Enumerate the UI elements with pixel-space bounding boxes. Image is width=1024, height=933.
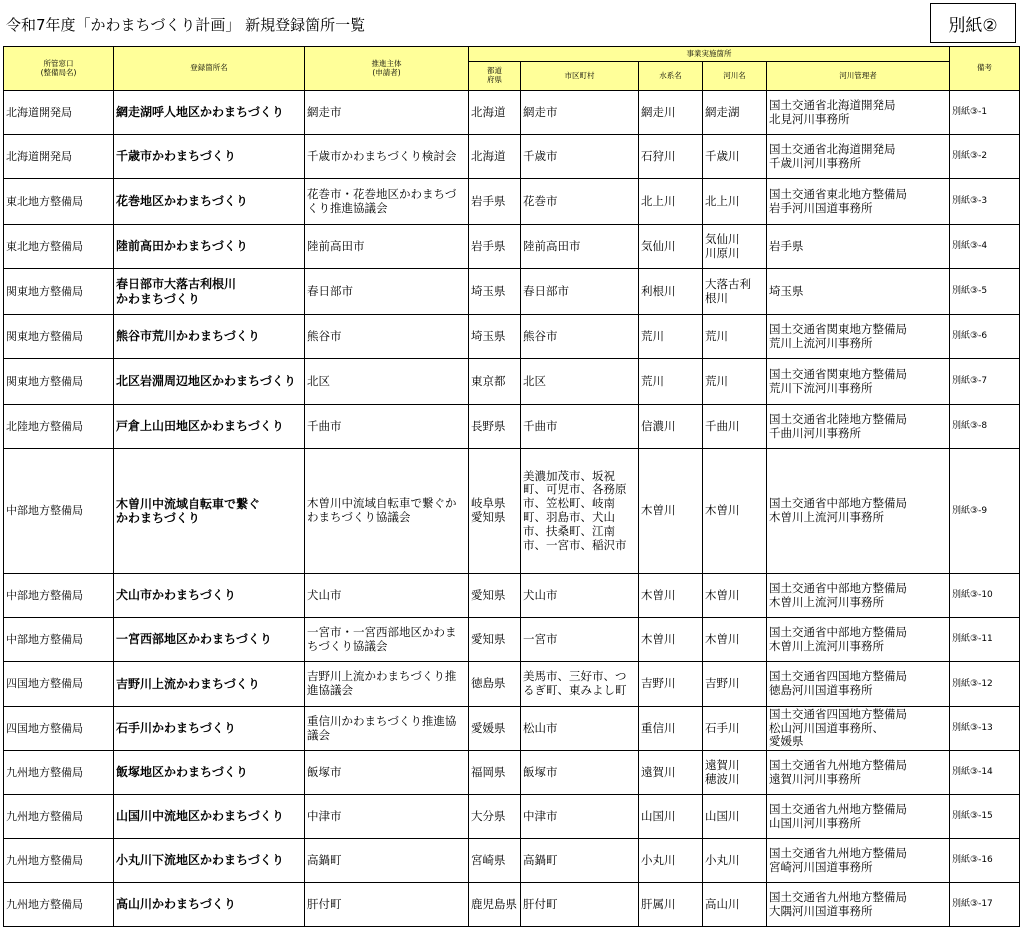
table-row — [4, 662, 1020, 707]
table-row — [4, 269, 1020, 315]
cell-office: 九州地方整備局 — [4, 839, 114, 883]
cell-municipality: 肝付町 — [521, 883, 639, 927]
cell-office: 四国地方整備局 — [4, 707, 114, 751]
cell-manager: 国土交通省中部地方整備局 木曽川上流河川事務所 — [767, 574, 950, 618]
cell-office: 関東地方整備局 — [4, 315, 114, 359]
cell-office: 東北地方整備局 — [4, 179, 114, 225]
cell-prefecture: 愛知県 — [469, 574, 521, 618]
table-row — [4, 751, 1020, 795]
header-project-area: 事業実施箇所 — [469, 47, 950, 62]
cell-manager: 国土交通省関東地方整備局 荒川上流河川事務所 — [767, 315, 950, 359]
header-water-system: 水系名 — [639, 62, 703, 91]
header-river: 河川名 — [703, 62, 767, 91]
cell-name: 山国川中流地区かわまちづくり — [114, 795, 305, 839]
cell-name: 木曽川中流域自転車で繋ぐ かわまちづくり — [114, 449, 305, 574]
cell-river: 石手川 — [703, 707, 767, 751]
cell-river: 千曲川 — [703, 405, 767, 449]
cell-name: 小丸川下流地区かわまちづくり — [114, 839, 305, 883]
cell-water-system: 石狩川 — [639, 135, 703, 179]
cell-water-system: 肝属川 — [639, 883, 703, 927]
cell-municipality: 犬山市 — [521, 574, 639, 618]
cell-water-system: 北上川 — [639, 179, 703, 225]
cell-applicant: 肝付町 — [305, 883, 469, 927]
cell-applicant: 飯塚市 — [305, 751, 469, 795]
cell-prefecture: 北海道 — [469, 135, 521, 179]
cell-river: 気仙川 川原川 — [703, 225, 767, 269]
cell-manager: 国土交通省中部地方整備局 木曽川上流河川事務所 — [767, 618, 950, 662]
cell-river: 網走湖 — [703, 91, 767, 135]
cell-prefecture: 東京都 — [469, 359, 521, 405]
cell-office: 中部地方整備局 — [4, 574, 114, 618]
cell-prefecture: 愛知県 — [469, 618, 521, 662]
cell-prefecture: 愛媛県 — [469, 707, 521, 751]
cell-ref: 別紙③-3 — [950, 179, 1020, 225]
cell-prefecture: 福岡県 — [469, 751, 521, 795]
cell-municipality: 網走市 — [521, 91, 639, 135]
table-row — [4, 839, 1020, 883]
cell-prefecture: 埼玉県 — [469, 315, 521, 359]
cell-office: 北海道開発局 — [4, 91, 114, 135]
cell-manager: 国土交通省九州地方整備局 遠賀川河川事務所 — [767, 751, 950, 795]
cell-water-system: 利根川 — [639, 269, 703, 315]
cell-applicant: 陸前高田市 — [305, 225, 469, 269]
cell-prefecture: 長野県 — [469, 405, 521, 449]
cell-ref: 別紙③-14 — [950, 751, 1020, 795]
cell-office: 中部地方整備局 — [4, 618, 114, 662]
cell-office: 関東地方整備局 — [4, 359, 114, 405]
cell-river: 千歳川 — [703, 135, 767, 179]
cell-river: 山国川 — [703, 795, 767, 839]
header-manager: 河川管理者 — [767, 62, 950, 91]
cell-manager: 国土交通省北海道開発局 北見河川事務所 — [767, 91, 950, 135]
table-row — [4, 315, 1020, 359]
cell-office: 中部地方整備局 — [4, 449, 114, 574]
cell-manager: 国土交通省中部地方整備局 木曽川上流河川事務所 — [767, 449, 950, 574]
cell-municipality: 熊谷市 — [521, 315, 639, 359]
cell-ref: 別紙③-4 — [950, 225, 1020, 269]
cell-ref: 別紙③-2 — [950, 135, 1020, 179]
cell-applicant: 網走市 — [305, 91, 469, 135]
cell-name: 千歳市かわまちづくり — [114, 135, 305, 179]
cell-ref: 別紙③-6 — [950, 315, 1020, 359]
cell-applicant: 高鍋町 — [305, 839, 469, 883]
cell-office: 北海道開発局 — [4, 135, 114, 179]
cell-applicant: 一宮市・一宮西部地区かわまちづくり協議会 — [305, 618, 469, 662]
cell-manager: 国土交通省東北地方整備局 岩手河川国道事務所 — [767, 179, 950, 225]
header-office: 所管窓口 (整備局名) — [4, 47, 114, 91]
header-prefecture: 都道 府県 — [469, 62, 521, 91]
cell-prefecture: 北海道 — [469, 91, 521, 135]
cell-water-system: 遠賀川 — [639, 751, 703, 795]
cell-applicant: 千曲市 — [305, 405, 469, 449]
cell-water-system: 吉野川 — [639, 662, 703, 707]
cell-ref: 別紙③-5 — [950, 269, 1020, 315]
cell-ref: 別紙③-15 — [950, 795, 1020, 839]
cell-ref: 別紙③-10 — [950, 574, 1020, 618]
cell-water-system: 気仙川 — [639, 225, 703, 269]
attachment-label: 別紙② — [930, 3, 1016, 43]
cell-manager: 国土交通省関東地方整備局 荒川下流河川事務所 — [767, 359, 950, 405]
cell-applicant: 中津市 — [305, 795, 469, 839]
cell-water-system: 小丸川 — [639, 839, 703, 883]
cell-manager: 国土交通省北海道開発局 千歳川河川事務所 — [767, 135, 950, 179]
cell-municipality: 花巻市 — [521, 179, 639, 225]
cell-name: 陸前高田かわまちづくり — [114, 225, 305, 269]
table-row — [4, 359, 1020, 405]
cell-applicant: 熊谷市 — [305, 315, 469, 359]
cell-municipality: 千歳市 — [521, 135, 639, 179]
cell-manager: 国土交通省九州地方整備局 大隅河川国道事務所 — [767, 883, 950, 927]
cell-name: 犬山市かわまちづくり — [114, 574, 305, 618]
cell-name: 高山川かわまちづくり — [114, 883, 305, 927]
cell-ref: 別紙③-12 — [950, 662, 1020, 707]
cell-water-system: 木曽川 — [639, 574, 703, 618]
cell-river: 木曽川 — [703, 574, 767, 618]
cell-water-system: 信濃川 — [639, 405, 703, 449]
cell-office: 九州地方整備局 — [4, 795, 114, 839]
cell-municipality: 陸前高田市 — [521, 225, 639, 269]
cell-prefecture: 岐阜県 愛知県 — [469, 449, 521, 574]
cell-manager: 国土交通省北陸地方整備局 千曲川河川事務所 — [767, 405, 950, 449]
cell-applicant: 犬山市 — [305, 574, 469, 618]
cell-water-system: 重信川 — [639, 707, 703, 751]
cell-river: 荒川 — [703, 315, 767, 359]
cell-municipality: 美馬市、三好市、つるぎ町、東みよし町 — [521, 662, 639, 707]
cell-applicant: 木曽川中流域自転車で繋ぐかわまちづくり協議会 — [305, 449, 469, 574]
table-row — [4, 91, 1020, 135]
cell-river: 高山川 — [703, 883, 767, 927]
cell-river: 荒川 — [703, 359, 767, 405]
cell-name: 熊谷市荒川かわまちづくり — [114, 315, 305, 359]
cell-name: 春日部市大落古利根川 かわまちづくり — [114, 269, 305, 315]
cell-office: 九州地方整備局 — [4, 883, 114, 927]
cell-name: 花巻地区かわまちづくり — [114, 179, 305, 225]
table-row — [4, 707, 1020, 751]
cell-office: 四国地方整備局 — [4, 662, 114, 707]
header-municipality: 市区町村 — [521, 62, 639, 91]
cell-name: 飯塚地区かわまちづくり — [114, 751, 305, 795]
cell-river: 木曽川 — [703, 618, 767, 662]
cell-river: 小丸川 — [703, 839, 767, 883]
cell-river: 北上川 — [703, 179, 767, 225]
cell-prefecture: 宮崎県 — [469, 839, 521, 883]
table-row — [4, 405, 1020, 449]
cell-name: 網走湖呼人地区かわまちづくり — [114, 91, 305, 135]
cell-applicant: 春日部市 — [305, 269, 469, 315]
cell-manager: 国土交通省四国地方整備局 松山河川国道事務所、 愛媛県 — [767, 707, 950, 751]
cell-ref: 別紙③-7 — [950, 359, 1020, 405]
cell-office: 関東地方整備局 — [4, 269, 114, 315]
table-body — [4, 91, 1020, 927]
registration-table — [3, 46, 1020, 927]
cell-office: 九州地方整備局 — [4, 751, 114, 795]
cell-water-system: 荒川 — [639, 359, 703, 405]
cell-prefecture: 岩手県 — [469, 179, 521, 225]
cell-ref: 別紙③-9 — [950, 449, 1020, 574]
cell-municipality: 一宮市 — [521, 618, 639, 662]
cell-applicant: 北区 — [305, 359, 469, 405]
header-remarks: 備考 — [950, 47, 1020, 91]
cell-manager: 国土交通省九州地方整備局 山国川河川事務所 — [767, 795, 950, 839]
table-row — [4, 883, 1020, 927]
cell-name: 石手川かわまちづくり — [114, 707, 305, 751]
cell-water-system: 荒川 — [639, 315, 703, 359]
cell-river: 吉野川 — [703, 662, 767, 707]
cell-applicant: 花巻市・花巻地区かわまちづくり推進協議会 — [305, 179, 469, 225]
cell-prefecture: 岩手県 — [469, 225, 521, 269]
cell-ref: 別紙③-13 — [950, 707, 1020, 751]
cell-manager: 国土交通省九州地方整備局 宮崎河川国道事務所 — [767, 839, 950, 883]
cell-manager: 埼玉県 — [767, 269, 950, 315]
cell-municipality: 飯塚市 — [521, 751, 639, 795]
cell-name: 一宮西部地区かわまちづくり — [114, 618, 305, 662]
cell-name: 吉野川上流かわまちづくり — [114, 662, 305, 707]
cell-river: 木曽川 — [703, 449, 767, 574]
table-row — [4, 574, 1020, 618]
cell-ref: 別紙③-8 — [950, 405, 1020, 449]
cell-municipality: 高鍋町 — [521, 839, 639, 883]
cell-manager: 国土交通省四国地方整備局 徳島河川国道事務所 — [767, 662, 950, 707]
table-row — [4, 179, 1020, 225]
cell-municipality: 美濃加茂市、坂祝町、可児市、各務原市、笠松町、岐南町、羽島市、犬山市、扶桑町、江南市、一宮市、稲沢市 — [521, 449, 639, 574]
table-row — [4, 449, 1020, 574]
cell-office: 北陸地方整備局 — [4, 405, 114, 449]
cell-municipality: 千曲市 — [521, 405, 639, 449]
cell-applicant: 吉野川上流かわまちづくり推進協議会 — [305, 662, 469, 707]
cell-applicant: 千歳市かわまちづくり検討会 — [305, 135, 469, 179]
cell-name: 北区岩淵周辺地区かわまちづくり — [114, 359, 305, 405]
cell-water-system: 山国川 — [639, 795, 703, 839]
cell-municipality: 中津市 — [521, 795, 639, 839]
cell-water-system: 網走川 — [639, 91, 703, 135]
table-row — [4, 225, 1020, 269]
cell-prefecture: 大分県 — [469, 795, 521, 839]
table-row — [4, 795, 1020, 839]
cell-municipality: 北区 — [521, 359, 639, 405]
cell-municipality: 春日部市 — [521, 269, 639, 315]
document-title: 令和7年度「かわまちづくり計画」 新規登録箇所一覧 — [6, 16, 366, 34]
cell-river: 遠賀川 穂波川 — [703, 751, 767, 795]
cell-ref: 別紙③-11 — [950, 618, 1020, 662]
cell-prefecture: 徳島県 — [469, 662, 521, 707]
table-row — [4, 135, 1020, 179]
cell-name: 戸倉上山田地区かわまちづくり — [114, 405, 305, 449]
cell-ref: 別紙③-1 — [950, 91, 1020, 135]
header-applicant: 推進主体 (申請者) — [305, 47, 469, 91]
cell-ref: 別紙③-17 — [950, 883, 1020, 927]
cell-municipality: 松山市 — [521, 707, 639, 751]
cell-office: 東北地方整備局 — [4, 225, 114, 269]
cell-manager: 岩手県 — [767, 225, 950, 269]
cell-prefecture: 鹿児島県 — [469, 883, 521, 927]
cell-river: 大落古利 根川 — [703, 269, 767, 315]
cell-applicant: 重信川かわまちづくり推進協議会 — [305, 707, 469, 751]
cell-water-system: 木曽川 — [639, 618, 703, 662]
cell-prefecture: 埼玉県 — [469, 269, 521, 315]
table-row — [4, 618, 1020, 662]
header-name: 登録箇所名 — [114, 47, 305, 91]
cell-ref: 別紙③-16 — [950, 839, 1020, 883]
cell-water-system: 木曽川 — [639, 449, 703, 574]
